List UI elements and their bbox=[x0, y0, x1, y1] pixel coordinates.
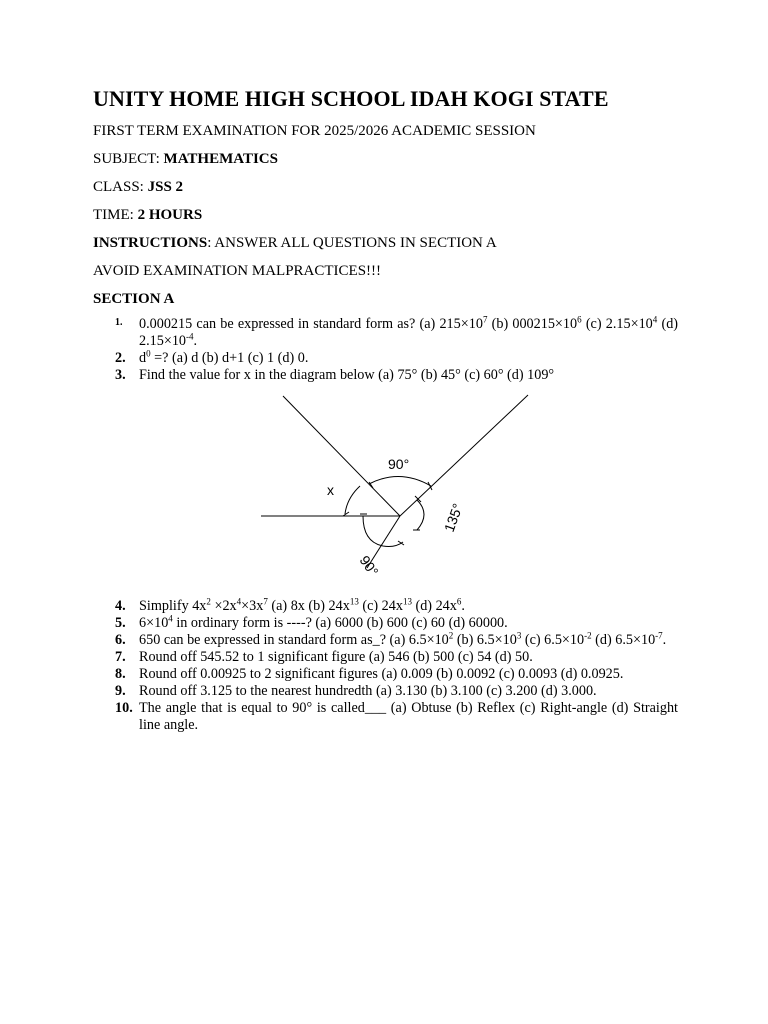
question-text: Find the value for x in the diagram below (a) 75° (b) 45° (c) 60° (d) 109° bbox=[139, 367, 555, 383]
question-item bbox=[93, 649, 678, 666]
angle-diagram bbox=[245, 384, 545, 598]
instructions-label: INSTRUCTIONS bbox=[93, 235, 208, 251]
tick-mark bbox=[343, 512, 349, 516]
question-item bbox=[93, 632, 678, 649]
question-text: Simplify $4x^2 \times 2x^4\times 3x^7$ (a) 8x (b) $24x^{13}$ (c) $24x^{13}$ (d) $24x^6$. bbox=[139, 596, 465, 614]
ray-upper-left bbox=[283, 396, 400, 516]
instructions-line bbox=[93, 235, 497, 252]
question-number: 3. bbox=[115, 367, 126, 383]
subject-value: MATHEMATICS bbox=[163, 151, 278, 167]
question-text: 650 can be expressed in standard form as_? (a) $6.5\times 10^2$ (b) $6.5\times 10^3$ (c) $6.5\times 10^{-2}$ (d) $6.5\times 10^{-7}$. bbox=[139, 630, 667, 648]
label-135: 135° bbox=[440, 501, 466, 535]
instructions-text: : ANSWER ALL QUESTIONS IN SECTION A bbox=[207, 235, 497, 251]
exam-title: FIRST TERM EXAMINATION FOR 2025/2026 ACADEMIC SESSION bbox=[93, 123, 536, 139]
question-text: The angle that is equal to 90° is called___ (a) Obtuse (b) Reflex (c) Right-angle (d) Straight line angle. bbox=[139, 700, 678, 733]
question-number: 6. bbox=[115, 632, 126, 648]
time-value: 2 HOURS bbox=[137, 207, 203, 223]
class-label: CLASS: bbox=[93, 179, 148, 195]
class-value: JSS 2 bbox=[147, 179, 184, 195]
ray-upper-right bbox=[400, 395, 528, 516]
question-number: 9. bbox=[115, 683, 126, 699]
question-item bbox=[93, 598, 678, 615]
question-number: 8. bbox=[115, 666, 126, 682]
label-x: x bbox=[327, 482, 334, 498]
question-text: Round off 0.00925 to 2 significant figures (a) 0.009 (b) 0.0092 (c) 0.0093 (d) 0.0925. bbox=[139, 666, 624, 682]
question-item bbox=[93, 700, 678, 734]
malpractice-warning: AVOID EXAMINATION MALPRACTICES!!! bbox=[93, 263, 382, 279]
question-text: Round off 545.52 to 1 significant figure (a) 546 (b) 500 (c) 54 (d) 50. bbox=[139, 649, 533, 665]
question-text: Round off 3.125 to the nearest hundredth (a) 3.130 (b) 3.100 (c) 3.200 (d) 3.000. bbox=[139, 683, 597, 699]
question-number: 4. bbox=[115, 598, 126, 614]
question-text: 0.000215 can be expressed in standard form as? (a) $215\times 10^7$ (b) $000215\times 10^6$ (c) $2.15\times 10^4$ (d) $2.15\times 10^{-4}$. bbox=[139, 314, 679, 349]
class-line bbox=[93, 179, 183, 196]
question-number: 5. bbox=[115, 615, 126, 631]
label-90-top: 90° bbox=[388, 456, 410, 472]
question-item bbox=[93, 666, 678, 683]
question-number: 10. bbox=[115, 700, 133, 716]
question-text: $6\times 10^4$ in ordinary form is ----? (a) 6000 (b) 600 (c) 60 (d) 60000. bbox=[139, 613, 508, 631]
time-label: TIME: bbox=[93, 207, 138, 223]
arc-90-top bbox=[369, 476, 431, 486]
question-number: 2. bbox=[115, 350, 126, 366]
subject-line bbox=[93, 151, 278, 168]
question-text: $d^0$ =? (a) d (b) d+1 (c) 1 (d) 0. bbox=[139, 348, 309, 366]
section-heading: SECTION A bbox=[93, 291, 175, 307]
subject-label: SUBJECT: bbox=[93, 151, 164, 167]
school-name: UNITY HOME HIGH SCHOOL IDAH KOGI STATE bbox=[93, 86, 609, 111]
question-number: 1. bbox=[115, 317, 123, 328]
question-number: 7. bbox=[115, 649, 126, 665]
arc-x bbox=[345, 486, 360, 514]
question-item bbox=[93, 350, 678, 367]
time-line bbox=[93, 207, 202, 224]
question-item bbox=[93, 316, 678, 350]
question-item bbox=[93, 683, 678, 700]
question-item bbox=[93, 367, 678, 384]
arc-135 bbox=[417, 500, 424, 530]
label-90-bottom: 90° bbox=[356, 552, 382, 580]
